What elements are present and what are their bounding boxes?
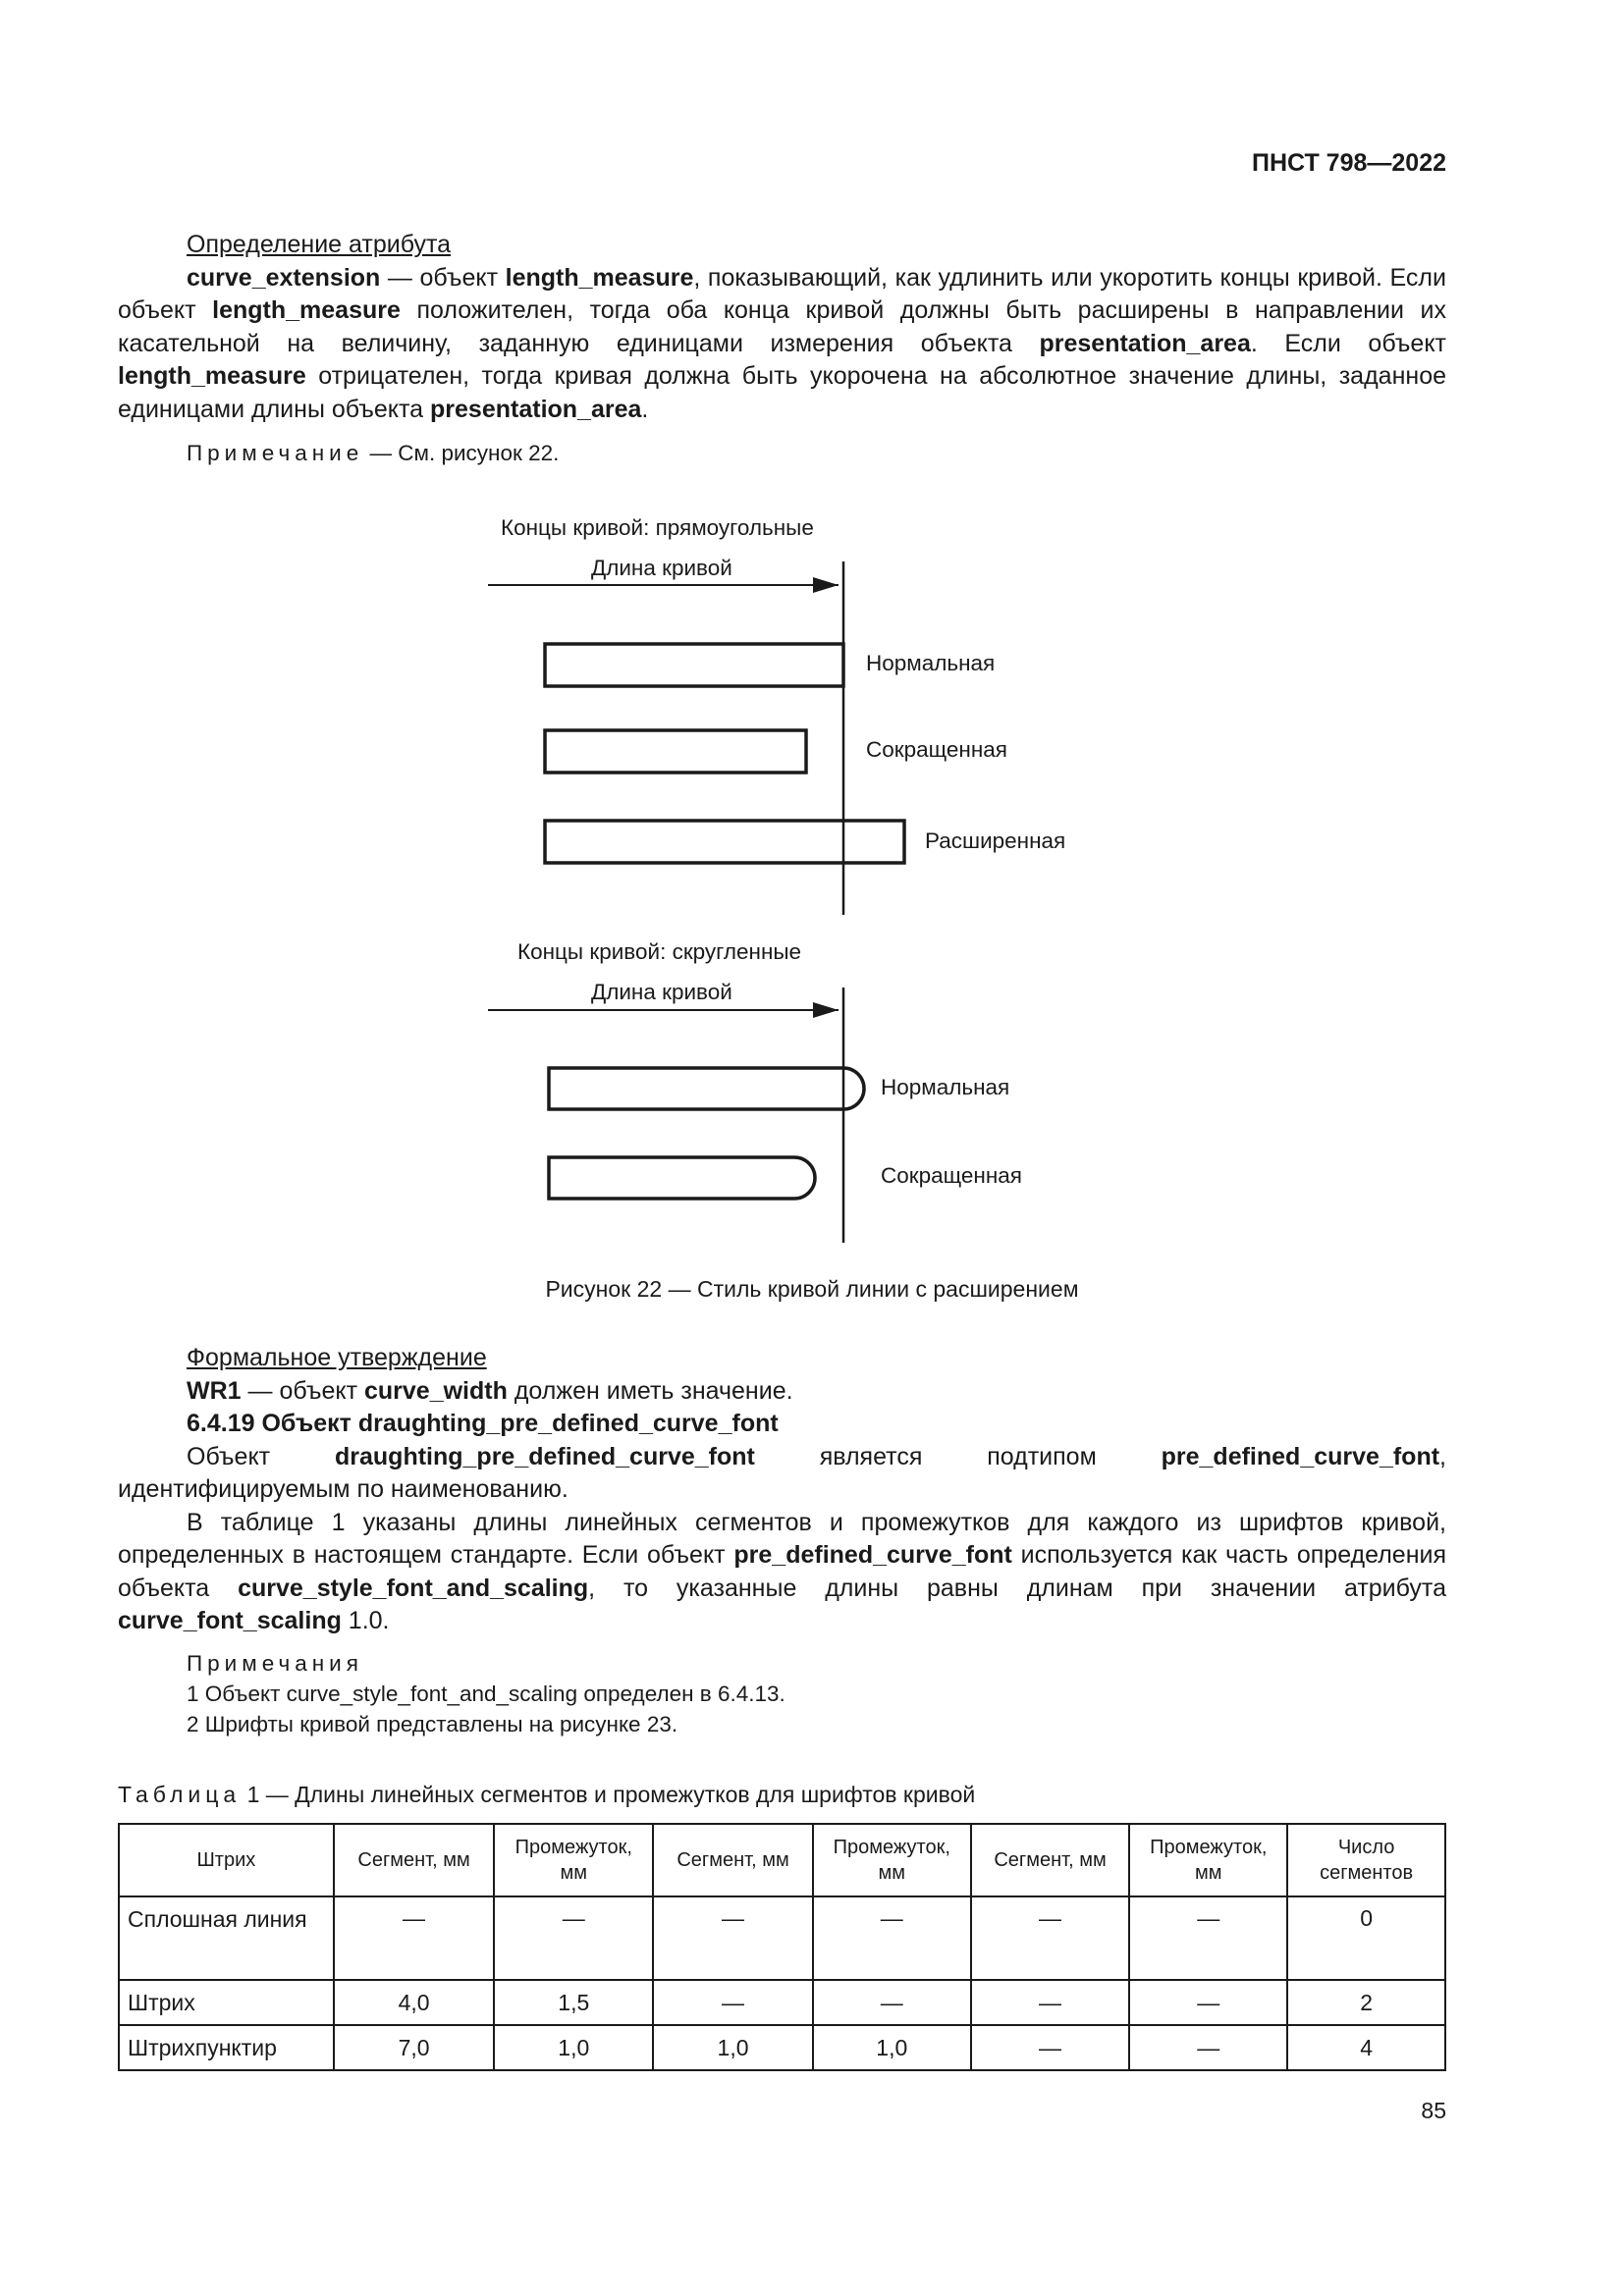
table-row [119, 1896, 1445, 1980]
notes-label: Примечания [187, 1650, 363, 1676]
table-cell: — [334, 1896, 495, 1980]
table-header-cell: Промежуток, мм [1129, 1824, 1287, 1896]
figure-top-length-label: Длина кривой [591, 556, 732, 580]
table-cell: 4 [1287, 2025, 1445, 2070]
table-cell: — [813, 1896, 971, 1980]
table-cell: Штрихпунктир [119, 2025, 334, 2070]
table-cell: — [971, 1980, 1130, 2025]
table-cell: — [653, 1896, 813, 1980]
figure-bottom-label-shortened: Сокращенная [881, 1163, 1022, 1188]
page-number: 85 [1421, 2098, 1446, 2123]
figure-caption: Рисунок 22 — Стиль кривой линии с расширением [545, 1276, 1079, 1302]
section-title: 6.4.19 Объект draughting_pre_defined_curve_font [187, 1410, 779, 1437]
table-cell: Сплошная линия [119, 1896, 334, 1980]
document-code: ПНСТ 798—2022 [1252, 149, 1446, 177]
note-item: 2 Шрифты кривой представлены на рисунке 23. [187, 1711, 678, 1736]
figure-bottom-length-label: Длина кривой [591, 980, 732, 1004]
table-cell: 0 [1287, 1896, 1445, 1980]
figure-top-label-normal: Нормальная [866, 651, 996, 675]
table-cell: — [1129, 1980, 1287, 2025]
table-header-cell: Сегмент, мм [334, 1824, 495, 1896]
note-item: 1 Объект curve_style_font_and_scaling определен в 6.4.13. [187, 1681, 785, 1706]
note-figure-ref: Примечание — См. рисунок 22. [187, 441, 560, 465]
table-cell: 7,0 [334, 2025, 495, 2070]
figure-bottom-label-normal: Нормальная [881, 1075, 1010, 1099]
table-cell: — [494, 1896, 653, 1980]
table-cell: 1,0 [653, 2025, 813, 2070]
table-title: Таблица 1 — Длины линейных сегментов и промежутков для шрифтов кривой [118, 1782, 976, 1807]
table-cell: 4,0 [334, 1980, 495, 2025]
curve-rect-shortened [545, 730, 806, 773]
table-header-cell: Промежуток, мм [813, 1824, 971, 1896]
table-cell: — [1129, 2025, 1287, 2070]
table-cell: — [1129, 1896, 1287, 1980]
curve-rect-extended [545, 821, 904, 863]
table-cell: — [971, 1896, 1130, 1980]
table-cell: 1,0 [813, 2025, 971, 2070]
table-cell: — [653, 1980, 813, 2025]
section-paragraph-1: Объект draughting_pre_defined_curve_font является подтипом pre_defined_curve_font, идентифицируемым по наименованию. [118, 1442, 1446, 1503]
table-header-cell: Штрих [119, 1824, 334, 1896]
table-cell: — [971, 2025, 1130, 2070]
table-cell: Штрих [119, 1980, 334, 2025]
formal-statement-rule: WR1 — объект curve_width должен иметь значение. [187, 1376, 793, 1405]
table-header-cell: Промежуток, мм [494, 1824, 653, 1896]
curve-rect-normal [545, 644, 843, 686]
table-row [119, 2025, 1445, 2070]
section-paragraph-2: В таблице 1 указаны длины линейных сегментов и промежутков для каждого из шрифтов кривой, определенных в настоящем стандарте. Если объект pre_defined_curve_font используется как часть определения объекта curve_style_font_and_scaling, то указанные длины равны длинам при значении атрибута curve_font_scaling 1.0. [118, 1508, 1447, 1634]
formal-statement-heading: Формальное утверждение [187, 1344, 487, 1371]
curve-rounded-normal [549, 1068, 864, 1109]
formal-and-section [118, 1342, 1446, 1739]
curve-font-table [118, 1823, 1446, 2071]
attribute-definition-paragraph: curve_extension — объект length_measure, показывающий, как удлинить или укоротить концы кривой. Если объект length_measure положителен, тогда оба конца кривой должны быть расширены в направлении их касательной на величину, заданную единицами измерения объекта presentation_area. Если объект length_measure отрицателен, тогда кривая должна быть укорочена на абсолютное значение длины, заданное единицами длины объекта presentation_area. [118, 263, 1447, 423]
table-cell: — [813, 1980, 971, 2025]
table-cell: 2 [1287, 1980, 1445, 2025]
table-cell: 1,0 [494, 2025, 653, 2070]
table-header-row [119, 1824, 1445, 1896]
table-header-cell: Сегмент, мм [653, 1824, 813, 1896]
figure-top-label-extended: Расширенная [925, 828, 1066, 853]
table-cell: 1,5 [494, 1980, 653, 2025]
table-row [119, 1980, 1445, 2025]
attribute-definition-heading: Определение атрибута [187, 231, 452, 258]
table-header-cell: Сегмент, мм [971, 1824, 1130, 1896]
figure-top-title: Концы кривой: прямоугольные [501, 515, 814, 540]
curve-rounded-shortened [549, 1157, 815, 1199]
figure-bottom-title: Концы кривой: скругленные [517, 939, 802, 964]
table-header-cell: Число сегментов [1287, 1824, 1445, 1896]
figure-top-label-shortened: Сокращенная [866, 737, 1007, 762]
